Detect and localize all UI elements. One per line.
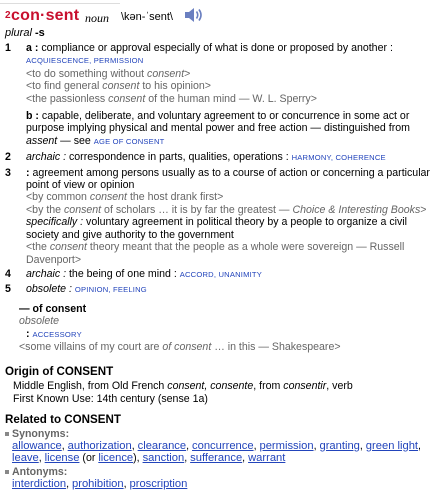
synonym-link[interactable]: license bbox=[44, 452, 80, 465]
synonym-link[interactable]: green light bbox=[365, 439, 419, 452]
origin-body: Middle English, from Old French consent, consente, from consentir, verb First Known Use: 14th century (sense 1a) bbox=[13, 380, 353, 405]
synonym-link[interactable]: warrant bbox=[248, 452, 286, 465]
synonym-link[interactable]: sufferance bbox=[190, 452, 243, 465]
synonym-link[interactable]: sanction bbox=[142, 452, 185, 465]
synonym-link[interactable]: leave bbox=[12, 452, 39, 465]
dictionary-entry bbox=[5, 0, 430, 490]
homograph-number: 2 bbox=[5, 10, 11, 21]
antonyms-list: interdiction, prohibition, proscription bbox=[12, 477, 188, 490]
antonym-link[interactable]: prohibition bbox=[72, 477, 124, 490]
bullet-icon bbox=[5, 432, 9, 436]
synonym-link[interactable]: HARMONY, COHERENCE bbox=[291, 153, 386, 163]
example: <the passionless consent of the human mind — W. L. Sperry> bbox=[26, 92, 317, 105]
pronunciation: \kən-ˈsent\ bbox=[121, 11, 173, 23]
synonym-link[interactable]: authorization bbox=[67, 439, 132, 452]
cross-reference-link[interactable]: AGE OF CONSENT bbox=[93, 136, 165, 146]
plural-form: plural -s bbox=[5, 27, 45, 39]
sense-1b: b : capable, deliberate, and voluntary agreement to or concurrence in some act or purpose implying physical and mental power and free action — distinguished from assent — see AGE OF CONSENT bbox=[26, 110, 410, 147]
synonym-link[interactable]: clearance bbox=[137, 439, 187, 452]
sense-2: 2 archaic : correspondence in parts, qualities, operations : HARMONY, COHERENCE bbox=[5, 151, 386, 164]
synonyms-section: Synonyms: allowance, authorization, clearance, concurrence, permission, granting, green light, leave, license (or licence), sanction, sufferance, warrant bbox=[5, 428, 430, 465]
related-title: Related to CONSENT bbox=[5, 412, 121, 426]
synonym-link[interactable]: ACCORD, UNANIMITY bbox=[179, 269, 263, 279]
speaker-icon[interactable] bbox=[183, 6, 205, 24]
synonym-link[interactable]: permission bbox=[259, 439, 314, 452]
sense-4: 4 archaic : the being of one mind : ACCORD, UNANIMITY bbox=[5, 267, 263, 280]
synonym-link[interactable]: ACCESSORY bbox=[32, 329, 82, 339]
synonyms-list: allowance, authorization, clearance, concurrence, permission, granting, green light, leave, license (or licence), sanction, sufferance, warrant bbox=[12, 439, 421, 465]
sense-1a: a : compliance or approval especially of what is done or proposed by another : ACQUIESCENCE, PERMISSION <to do something without consent> <to find general consent to his opinion> <the passionless consent of the human mind — W. L. Sperry> bbox=[26, 42, 393, 105]
synonym-link[interactable]: allowance bbox=[12, 439, 62, 452]
origin-title: Origin of CONSENT bbox=[5, 365, 114, 379]
synonym-link[interactable]: concurrence bbox=[192, 439, 254, 452]
example: <to find general consent to his opinion> bbox=[26, 80, 211, 93]
synonym-link[interactable]: licence bbox=[98, 452, 134, 465]
sense-3: 3 : agreement among persons usually as to a course of action or concerning a particular point of view or opinion <by common consent the host drank first> <by the consent of scholars … it is by far the greatest — Choice & Interesting Books> specifically : voluntary agreement in political theory by a people to organize a civil society and give authority to the government <the consent theory meant that the people as a whole were sovereign — Russell Davenport> bbox=[5, 166, 430, 266]
antonym-link[interactable]: proscription bbox=[129, 477, 188, 490]
phrase-of-consent: — of consent obsolete : ACCESSORY <some villains of my court are of consent … in this — Shakespeare> bbox=[5, 303, 430, 354]
example: <by the consent of scholars … it is by far the greatest — Choice & Interesting Books> bbox=[26, 203, 427, 216]
sense-5: 5 obsolete : OPINION, FEELING bbox=[5, 283, 147, 296]
sense-number: 1 bbox=[5, 42, 11, 54]
sense-1 bbox=[5, 42, 430, 148]
synonym-link[interactable]: OPINION, FEELING bbox=[74, 285, 147, 295]
headword-row bbox=[5, 0, 430, 28]
bullet-icon bbox=[5, 470, 9, 474]
example: <some villains of my court are of consent … in this — Shakespeare> bbox=[19, 340, 341, 353]
example: <the consent theory meant that the people as a whole were sovereign — Russell Davenport> bbox=[26, 241, 405, 266]
example: <to do something without consent> bbox=[26, 67, 191, 80]
synonym-link[interactable]: ACQUIESCENCE, PERMISSION bbox=[26, 56, 144, 66]
antonyms-section: Antonyms: interdiction, prohibition, proscription bbox=[5, 466, 430, 491]
antonym-link[interactable]: interdiction bbox=[12, 477, 67, 490]
example: <by common consent the host drank first> bbox=[26, 191, 224, 204]
headword: con·sent bbox=[11, 7, 80, 24]
part-of-speech: noun bbox=[85, 11, 109, 25]
synonym-link[interactable]: granting bbox=[319, 439, 360, 452]
